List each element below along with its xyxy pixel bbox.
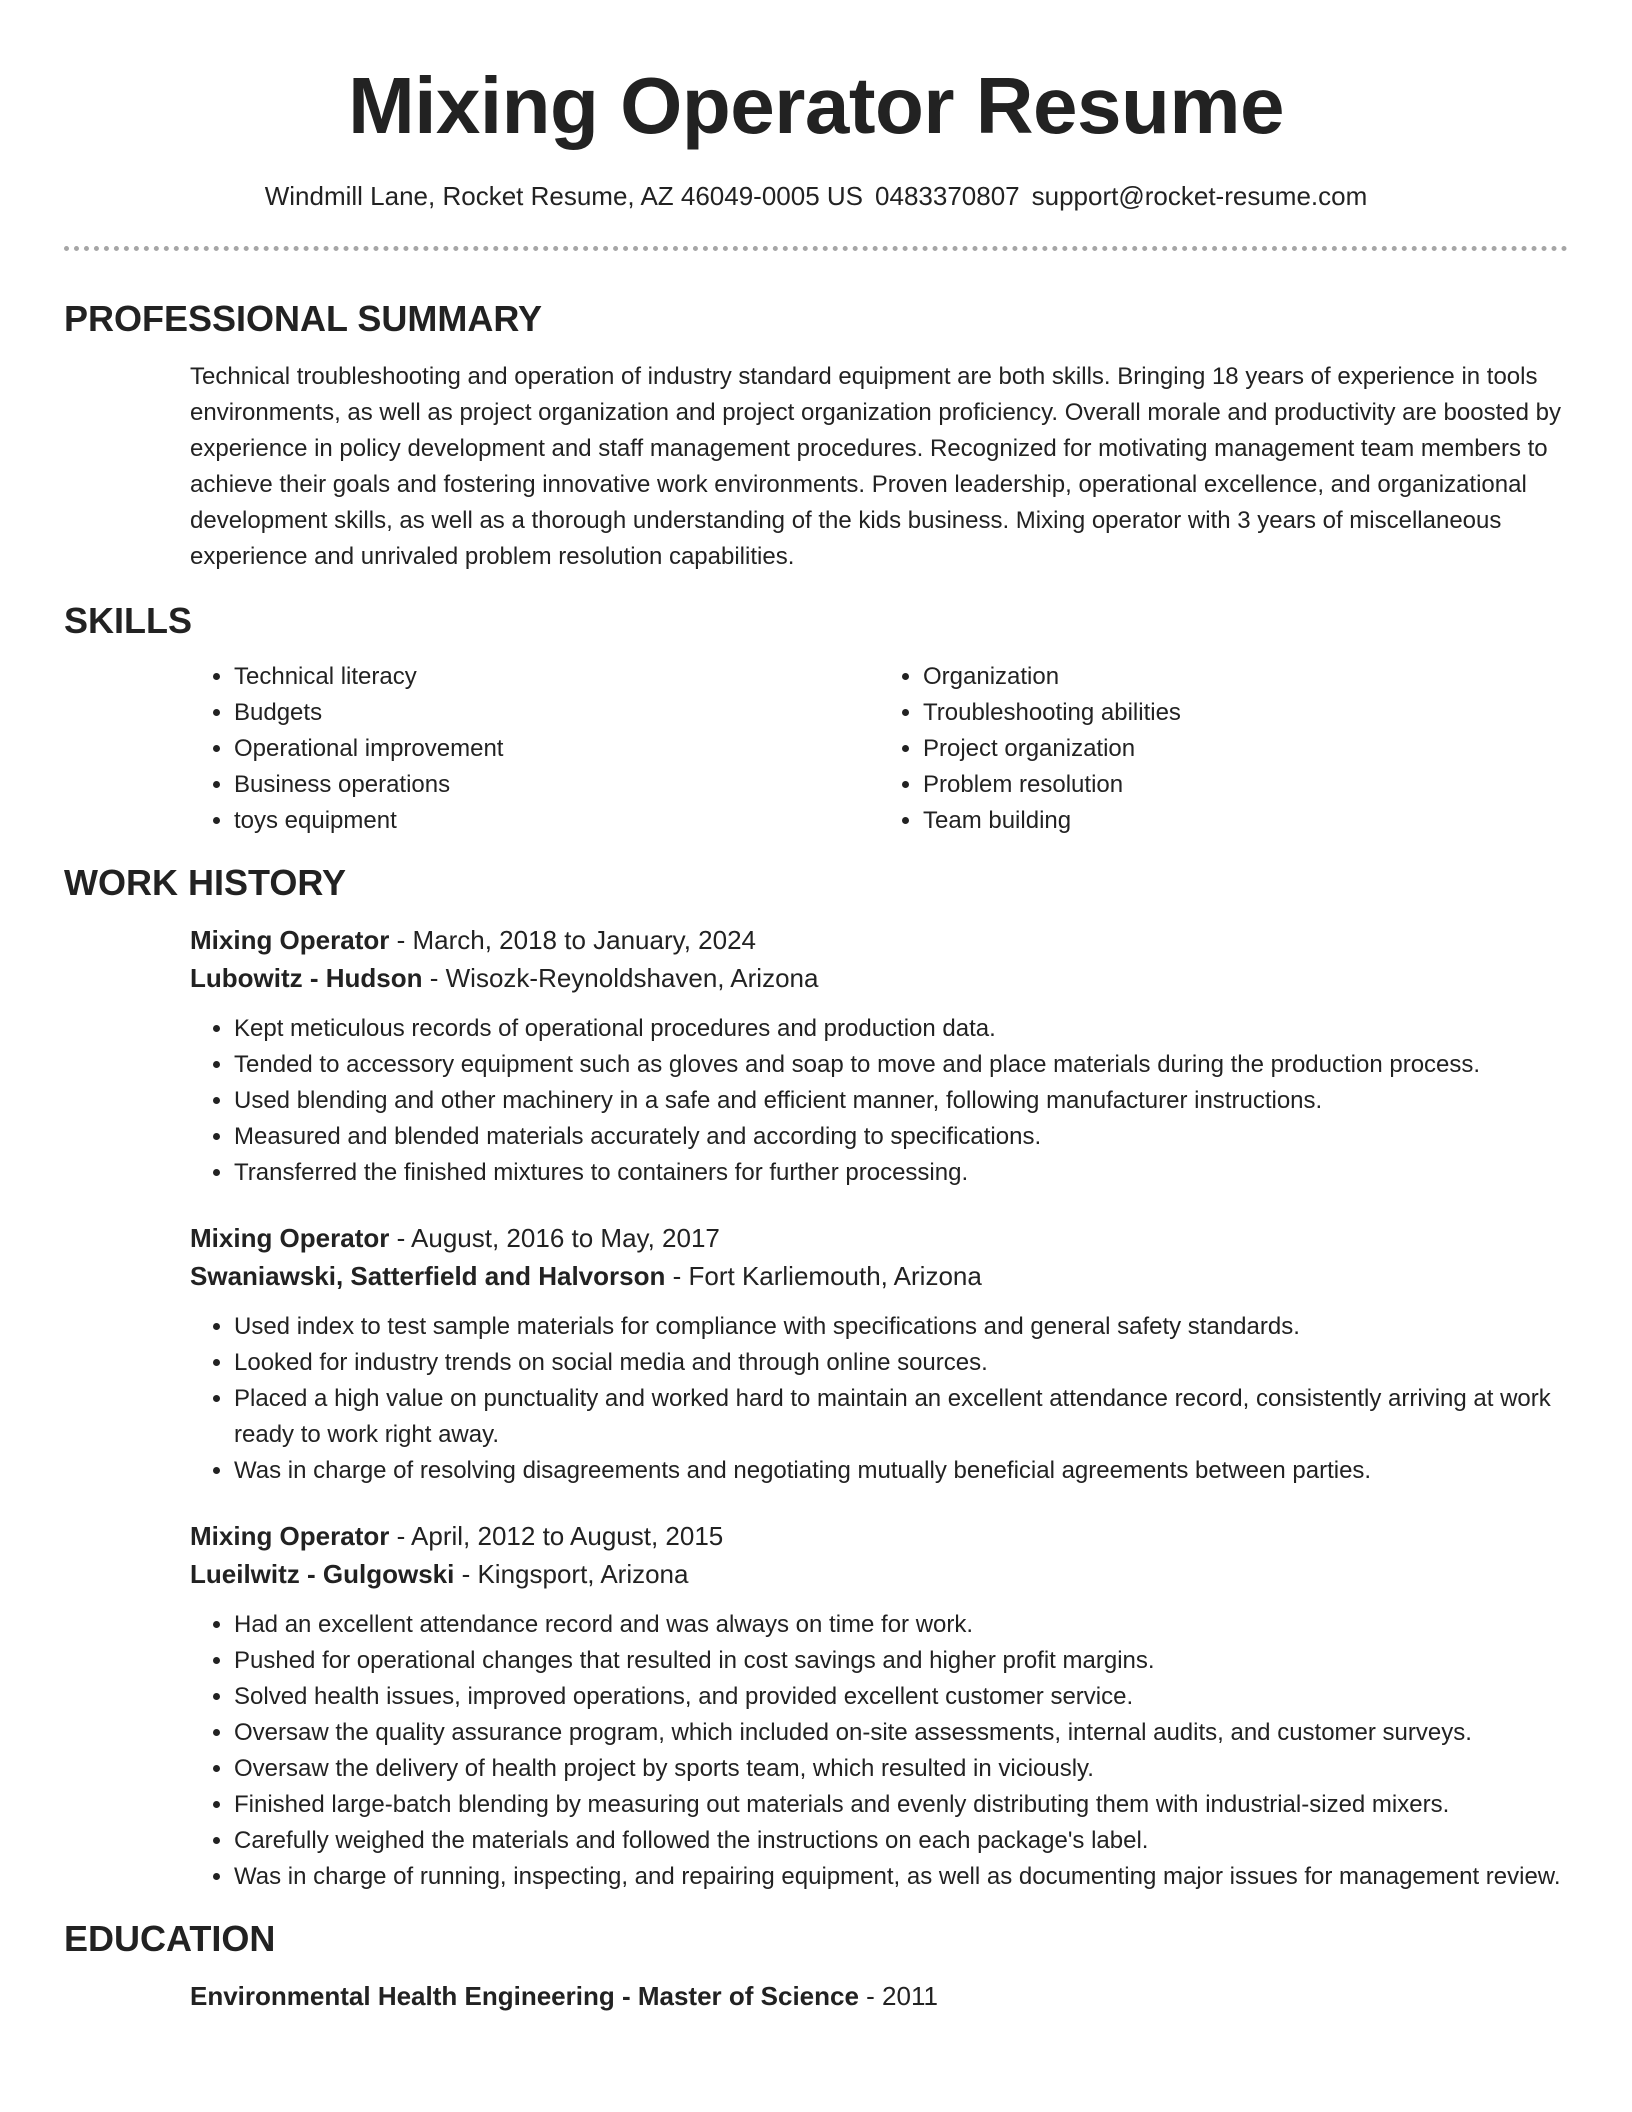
education-entry xyxy=(190,1977,1568,2015)
skill-item: • Project organization xyxy=(923,731,1568,767)
job-bullet: • Oversaw the quality assurance program, which included on-site assessments, internal audits, and customer surveys. xyxy=(234,1715,1568,1751)
job-bullet: • Kept meticulous records of operational procedures and production data. xyxy=(234,1011,1568,1047)
job-bullet: • Was in charge of running, inspecting, and repairing equipment, as well as documenting major issues for management review. xyxy=(234,1859,1568,1895)
job-title-line xyxy=(190,1517,1568,1555)
skills-heading: SKILLS xyxy=(64,600,193,641)
education-heading: EDUCATION xyxy=(64,1918,276,1959)
education-degree: Environmental Health Engineering - Master of Science xyxy=(190,1981,859,2011)
resume-title: Mixing Operator Resume xyxy=(348,61,1284,150)
job-location: - Kingsport, Arizona xyxy=(461,1559,689,1589)
job-bullets xyxy=(190,1011,1568,1191)
job-title: Mixing Operator xyxy=(190,925,390,955)
job-location: - Wisozk-Reynoldshaven, Arizona xyxy=(429,963,819,993)
contact-address: Windmill Lane, Rocket Resume, AZ 46049-0005 US xyxy=(264,181,864,211)
job-dates: - April, 2012 to August, 2015 xyxy=(396,1521,724,1551)
job-entry xyxy=(190,1219,1568,1489)
job-bullet: • Oversaw the delivery of health project by sports team, which resulted in viciously. xyxy=(234,1751,1568,1787)
contact-line xyxy=(64,179,1568,213)
header-divider xyxy=(64,246,1568,251)
skill-item: • Troubleshooting abilities xyxy=(923,695,1568,731)
work-history-heading: WORK HISTORY xyxy=(64,862,347,903)
job-entry xyxy=(190,1517,1568,1895)
skills-column-left xyxy=(190,659,879,839)
job-title: Mixing Operator xyxy=(190,1521,390,1551)
job-bullets xyxy=(190,1309,1568,1489)
skills-column-right xyxy=(879,659,1568,839)
skill-item: • Budgets xyxy=(234,695,879,731)
skills-list xyxy=(190,659,1568,839)
job-company: Lueilwitz - Gulgowski xyxy=(190,1559,455,1589)
contact-email: support@rocket-resume.com xyxy=(1031,181,1368,211)
job-title-line xyxy=(190,921,1568,959)
job-bullet: • Had an excellent attendance record and was always on time for work. xyxy=(234,1607,1568,1643)
skill-item: • toys equipment xyxy=(234,803,879,839)
skill-item: • Operational improvement xyxy=(234,731,879,767)
contact-phone: 0483370807 xyxy=(875,181,1020,211)
resume-page xyxy=(64,0,1568,2015)
education-year: - 2011 xyxy=(866,1981,938,2011)
job-bullet: • Transferred the finished mixtures to containers for further processing. xyxy=(234,1155,1568,1191)
job-bullet: • Was in charge of resolving disagreements and negotiating mutually beneficial agreements between parties. xyxy=(234,1453,1568,1489)
job-company: Lubowitz - Hudson xyxy=(190,963,423,993)
job-bullets xyxy=(190,1607,1568,1895)
job-entry xyxy=(190,921,1568,1191)
job-bullet: • Used blending and other machinery in a safe and efficient manner, following manufacturer instructions. xyxy=(234,1083,1568,1119)
summary-heading: PROFESSIONAL SUMMARY xyxy=(64,298,543,339)
job-location: - Fort Karliemouth, Arizona xyxy=(672,1261,982,1291)
job-company-line xyxy=(190,959,1568,997)
job-bullet: • Tended to accessory equipment such as gloves and soap to move and place materials during the production process. xyxy=(234,1047,1568,1083)
skill-item: • Technical literacy xyxy=(234,659,879,695)
job-title-line xyxy=(190,1219,1568,1257)
job-dates: - August, 2016 to May, 2017 xyxy=(396,1223,720,1253)
skill-item: • Organization xyxy=(923,659,1568,695)
skill-item: • Business operations xyxy=(234,767,879,803)
job-bullet: • Placed a high value on punctuality and worked hard to maintain an excellent attendance record, consistently arriving at work ready to work right away. xyxy=(234,1381,1568,1453)
job-company-line xyxy=(190,1257,1568,1295)
job-company: Swaniawski, Satterfield and Halvorson xyxy=(190,1261,666,1291)
summary-text: Technical troubleshooting and operation of industry standard equipment are both skills. Bringing 18 years of experience in tools environments, as well as project organization and project organization proficiency. Overall morale and productivity are boosted by experience in policy development and staff management procedures. Recognized for motivating management team members to achieve their goals and fostering innovative work environments. Proven leadership, operational excellence, and organizational development skills, as well as a thorough understanding of the kids business. Mixing operator with 3 years of miscellaneous experience and unrivaled problem resolution capabilities. xyxy=(190,363,1561,570)
job-bullet: • Used index to test sample materials for compliance with specifications and general safety standards. xyxy=(234,1309,1568,1345)
job-bullet: • Finished large-batch blending by measuring out materials and evenly distributing them with industrial-sized mixers. xyxy=(234,1787,1568,1823)
skill-item: • Problem resolution xyxy=(923,767,1568,803)
job-bullet: • Solved health issues, improved operations, and provided excellent customer service. xyxy=(234,1679,1568,1715)
job-bullet: • Measured and blended materials accurately and according to specifications. xyxy=(234,1119,1568,1155)
job-bullet: • Looked for industry trends on social media and through online sources. xyxy=(234,1345,1568,1381)
job-company-line xyxy=(190,1555,1568,1593)
job-title: Mixing Operator xyxy=(190,1223,390,1253)
job-bullet: • Pushed for operational changes that resulted in cost savings and higher profit margins. xyxy=(234,1643,1568,1679)
skill-item: • Team building xyxy=(923,803,1568,839)
job-bullet: • Carefully weighed the materials and followed the instructions on each package's label. xyxy=(234,1823,1568,1859)
job-dates: - March, 2018 to January, 2024 xyxy=(396,925,756,955)
